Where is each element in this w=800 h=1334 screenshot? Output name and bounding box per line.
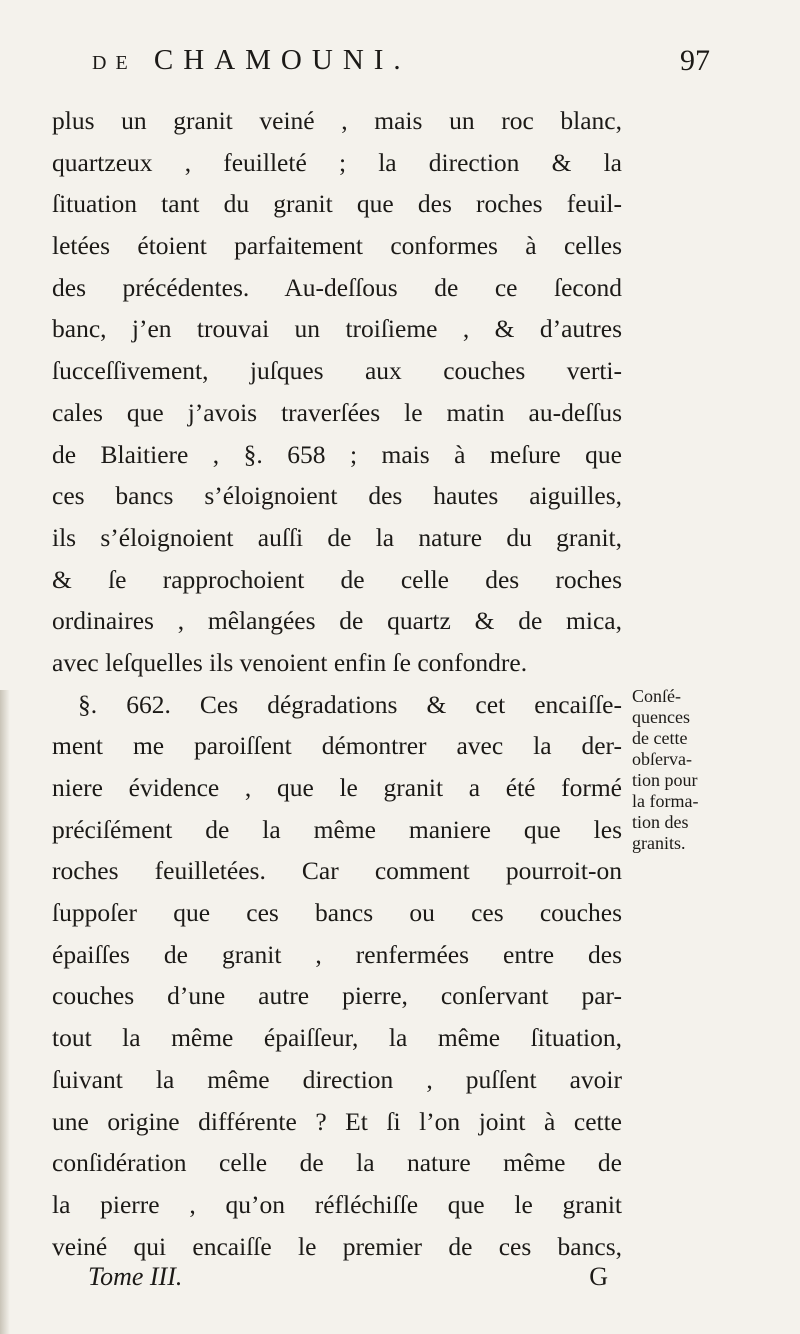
text-line: quartzeux , feuilleté ; la direction & la — [52, 147, 622, 177]
text-line: épaiſſes de granit , renfermées entre des — [52, 939, 622, 969]
signature-mark: G — [589, 1262, 608, 1291]
text-line: ces bancs s’éloignoient des hautes aiguilles, — [52, 481, 622, 511]
text-line: cales que j’avois traverſées le matin au-deſſus — [52, 397, 622, 427]
text-line: ſuivant la même direction , puſſent avoir — [52, 1064, 622, 1094]
marginal-note — [632, 686, 772, 854]
marginal-note-line: de cette — [632, 728, 688, 748]
marginal-note-line: obſerva- — [632, 749, 692, 769]
text-line: de Blaitiere , §. 658 ; mais à meſure que — [52, 439, 622, 469]
marginal-note-line: Conſé- — [632, 686, 681, 706]
text-line: veiné qui encaiſſe le premier de ces bancs, — [52, 1231, 622, 1261]
text-line: ſucceſſivement, juſques aux couches verti- — [52, 356, 622, 386]
text-line: avec leſquelles ils venoient enfin ſe confondre. — [52, 647, 528, 677]
text-line: couches d’une autre pierre, conſervant par- — [52, 981, 622, 1011]
text-line: banc, j’en trouvai un troiſieme , & d’autres — [52, 314, 622, 344]
text-line: la pierre , qu’on réfléchiſſe que le granit — [52, 1189, 622, 1219]
running-head — [92, 44, 710, 94]
text-line: ment me paroiſſent démontrer avec la der- — [52, 731, 622, 761]
text-line: une origine différente ? Et ſi l’on joint à cette — [52, 1106, 622, 1136]
marginal-note-line: la forma- — [632, 791, 699, 811]
text-line: ſituation tant du granit que des roches feuil- — [52, 189, 622, 219]
marginal-note-line: granits. — [632, 833, 686, 853]
page-footer — [88, 1262, 608, 1302]
running-title — [92, 44, 411, 77]
page-edge-shadow — [0, 690, 10, 1334]
body-text — [52, 100, 622, 1267]
text-line: conſidération celle de la nature même de — [52, 1148, 622, 1178]
text-line: tout la même épaiſſeur, la même ſituation, — [52, 1023, 622, 1053]
text-line: niere évidence , que le granit a été formé — [52, 773, 622, 802]
text-line: ſuppoſer que ces bancs ou ces couches — [52, 898, 622, 928]
text-line: & ſe rapprochoient de celle des roches — [52, 564, 622, 594]
marginal-note-line: tion des — [632, 812, 689, 832]
page-number: 97 — [680, 44, 710, 77]
volume-label: Tome III. — [88, 1262, 183, 1291]
text-line: roches feuilletées. Car comment pourroit-on — [52, 856, 622, 886]
marginal-note-line: tion pour — [632, 770, 698, 790]
text-line: des précédentes. Au-deſſous de ce ſecond — [52, 272, 622, 302]
running-title-prefix: DE — [92, 52, 137, 74]
text-line: ordinaires , mêlangées de quartz & de mica, — [52, 606, 622, 636]
text-line: ils s’éloignoient auſſi de la nature du granit, — [52, 522, 622, 552]
text-line: plus un granit veiné , mais un roc blanc, — [52, 106, 622, 135]
marginal-note-line: quences — [632, 707, 690, 727]
text-line: préciſément de la même maniere que les — [52, 814, 622, 844]
section-start-line: §. 662. Ces dégradations & cet encaiſſe- — [78, 689, 622, 719]
running-title-main: CHAMOUNI. — [153, 44, 411, 76]
text-line: letées étoient parfaitement conformes à celles — [52, 231, 622, 261]
